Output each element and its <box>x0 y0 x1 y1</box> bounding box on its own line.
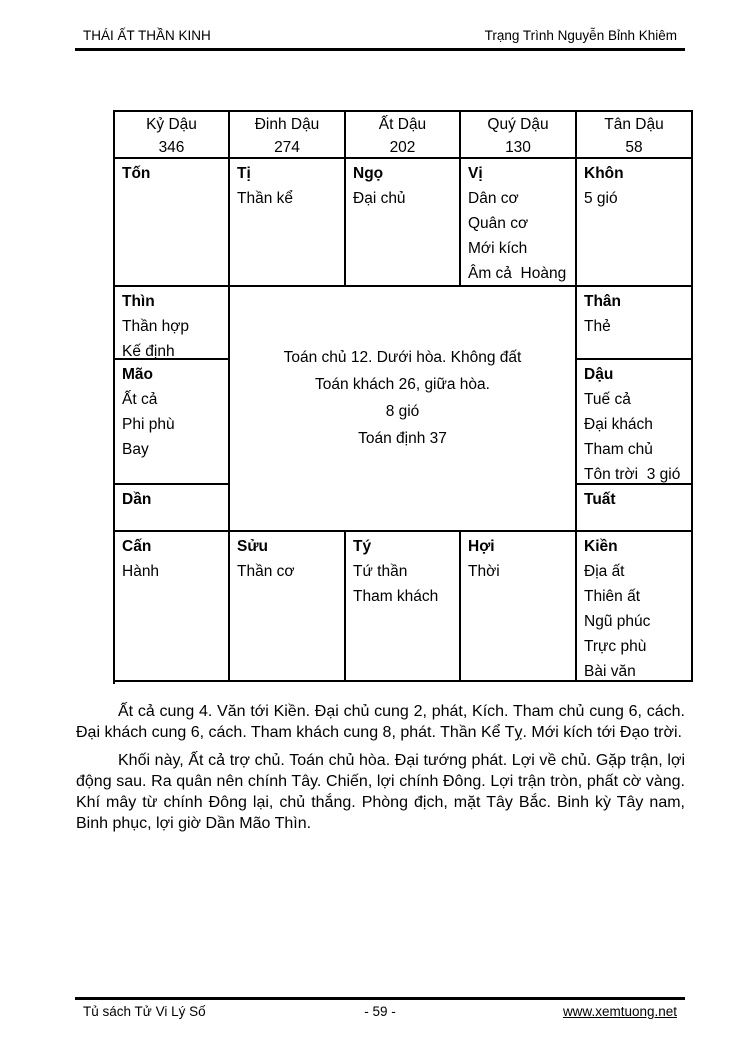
palace-entry: Ngũ phúc <box>584 613 651 630</box>
year-number: 274 <box>274 139 300 156</box>
palace-entry: Đại khách <box>584 416 653 433</box>
palace-cell-thin <box>115 287 230 360</box>
header-rule <box>75 48 685 51</box>
palace-entry: Thần cơ <box>237 563 295 580</box>
palace-entry: Trực phù <box>584 638 647 655</box>
palace-title: Cấn <box>122 538 152 555</box>
palace-entry: 5 gió <box>584 190 618 207</box>
palace-title: Ngọ <box>353 165 384 182</box>
palace-cell-hoi <box>461 532 577 682</box>
palace-entry: Tham chủ <box>584 441 653 458</box>
palace-cell-mao <box>115 360 230 485</box>
palace-entry: Bài văn <box>584 663 636 680</box>
footer-series-name: Tủ sách Tử Vi Lý Số <box>83 1004 206 1019</box>
palace-entry: Tứ thần <box>353 563 408 580</box>
palace-cell-ton <box>115 159 230 287</box>
palace-entry: Mới kích <box>468 240 528 257</box>
palace-entry: Thời <box>468 563 500 580</box>
center-summary-cell <box>230 287 577 532</box>
year-col-quy-dau <box>461 112 577 159</box>
palace-title: Khôn <box>584 165 624 182</box>
gio-line: 8 gió <box>385 403 420 420</box>
year-col-at-dau <box>346 112 461 159</box>
palace-cell-suu <box>230 532 346 682</box>
year-col-tan-dau <box>577 112 693 159</box>
year-col-dinh-dau <box>230 112 346 159</box>
palace-cell-ngo <box>346 159 461 287</box>
palace-title: Kiền <box>584 538 618 555</box>
palace-entry: Thần kể <box>237 190 294 207</box>
palace-cell-dau <box>577 360 693 485</box>
toan-dinh-line: Toán định 37 <box>358 430 447 447</box>
palace-title: Hợi <box>468 538 495 555</box>
palace-entry: Bay <box>122 441 149 458</box>
palace-entry: Đại chủ <box>353 190 406 207</box>
palace-cell-vi <box>461 159 577 287</box>
year-number: 346 <box>158 139 185 156</box>
year-col-ky-dau <box>115 112 230 159</box>
palace-cell-dan <box>115 485 230 532</box>
footer-website-link[interactable]: www.xemtuong.net <box>562 1004 677 1019</box>
palace-title: Thìn <box>122 293 155 310</box>
palace-entry: Thẻ <box>584 318 611 335</box>
palace-entry: Hành <box>122 563 160 580</box>
palace-entry: Dân cơ <box>468 190 519 207</box>
palace-title: Sửu <box>237 538 269 555</box>
year-name: Tân Dậu <box>604 116 664 133</box>
palace-entry: Thần hợp <box>122 318 190 335</box>
palace-entry: Quân cơ <box>468 215 529 232</box>
palace-entry: Tôn trời 3 gió <box>584 466 681 483</box>
palace-title: Dậu <box>584 366 614 383</box>
palace-cell-tuat <box>577 485 693 532</box>
palace-entry: Tuế cả <box>584 391 631 408</box>
year-name: Đinh Dậu <box>254 116 320 133</box>
palace-title: Thân <box>584 293 622 310</box>
palace-title: Tị <box>237 165 251 182</box>
year-number: 202 <box>389 139 416 156</box>
palace-entry: Ất cả <box>122 391 158 408</box>
commentary-paragraph-1: Ất cả cung 4. Văn tới Kiền. Đại chủ cung 2, phát, Kích. Tham chủ cung 6, cách. Đại khách cung 6, cách. Tham khách cung 8, phát. Thần Kể Tỵ. Mới kích tới Đạo trời. <box>76 703 685 741</box>
year-number: 130 <box>505 139 531 156</box>
palace-entry: Kế định <box>122 343 175 360</box>
palace-entry: Phi phù <box>122 416 175 433</box>
palace-title: Mão <box>122 366 153 383</box>
palace-title: Tý <box>353 538 372 555</box>
palace-cell-can <box>115 532 230 682</box>
toan-chu-line: Toán chủ 12. Dưới hòa. Không đất <box>283 349 522 366</box>
page-header <box>75 28 685 51</box>
page-footer <box>75 997 685 1019</box>
palace-cell-khon <box>577 159 693 287</box>
palace-cell-ti <box>230 159 346 287</box>
commentary-section <box>76 701 685 834</box>
palace-entry: Thiên ất <box>584 588 641 605</box>
palace-title: Dần <box>122 491 152 508</box>
palace-cell-ty <box>346 532 461 682</box>
year-number: 58 <box>625 139 643 156</box>
year-name: Kỷ Dậu <box>146 116 197 133</box>
palace-entry: Địa ất <box>584 563 625 580</box>
thai-at-chart <box>113 110 693 684</box>
footer-page-number: - 59 - <box>364 1004 396 1019</box>
year-name: Ất Dậu <box>378 116 427 133</box>
commentary-paragraph-2: Khối này, Ất cả trợ chủ. Toán chủ hòa. Đại tướng phát. Lợi về chủ. Gặp trận, lợi động sau. Ra quân nên chính Tây. Chiến, lợi chính Đông. Lợi trận tròn, phất cờ vàng. Khí mây từ chính Đông lại, chủ thắng. Phòng địch, mặt Tây Bắc. Binh kỳ Tây nam, Binh phục, lợi giờ Dần Mão Thìn. <box>76 752 685 832</box>
toan-khach-line: Toán khách 26, giữa hòa. <box>315 376 490 393</box>
book-title: THÁI ẤT THẦN KINH <box>83 28 211 43</box>
palace-title: Vị <box>468 165 483 182</box>
palace-entry: Âm cả Hoàng <box>468 265 567 282</box>
palace-title: Tuất <box>584 491 616 508</box>
palace-cell-than <box>577 287 693 360</box>
palace-title: Tốn <box>122 165 151 182</box>
author-name: Trạng Trình Nguyễn Bỉnh Khiêm <box>484 28 677 43</box>
year-name: Quý Dậu <box>487 116 549 133</box>
palace-cell-kien <box>577 532 693 682</box>
palace-entry: Tham khách <box>353 588 439 605</box>
